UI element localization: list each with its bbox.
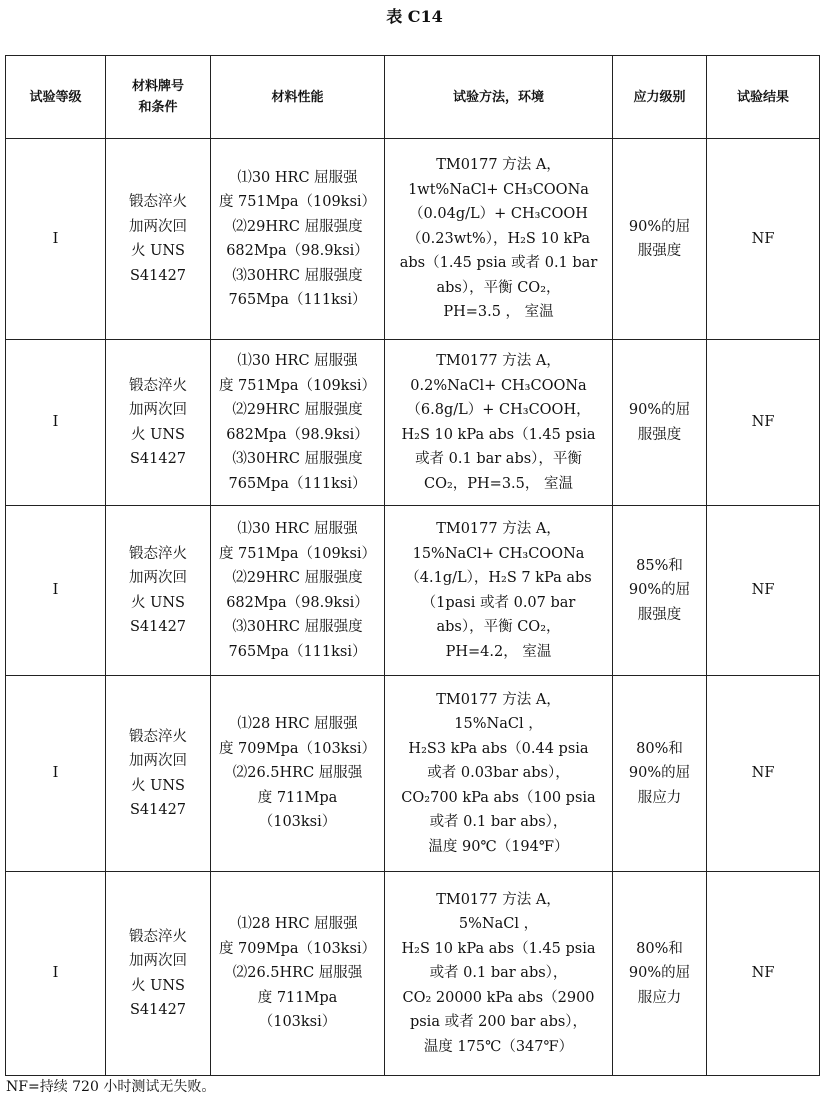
cell-text-line: ⑵29HRC 屈服强度 xyxy=(232,218,363,235)
cell-text-line: 85%和 xyxy=(636,557,683,574)
cell-text-line: S41427 xyxy=(129,802,187,818)
cell-text-line: abs（1.45 psia 或者 0.1 bar xyxy=(399,255,598,272)
cell-grade: I xyxy=(6,506,106,676)
cell-text-line: 试验等级 xyxy=(29,89,82,105)
cell-text-line: ⑵29HRC 屈服强度 xyxy=(232,402,363,418)
cell-text-line: 服强度 xyxy=(637,243,682,259)
cell-text-line: 材料牌号 xyxy=(131,79,184,94)
cell-text-line: CO₂ 20000 kPa abs（2900 xyxy=(402,989,595,1006)
cell-text-line: 加两次回 xyxy=(129,402,187,418)
cell-method xyxy=(385,139,613,340)
cell-result: NF xyxy=(707,506,820,676)
cell-text-line: 火 UNS xyxy=(131,777,185,794)
cell-text-line: S41427 xyxy=(129,267,187,284)
cell-text-line: TM0177 方法 A， xyxy=(436,691,561,708)
cell-text-line: 服应力 xyxy=(637,989,682,1006)
header-material-grade-condition xyxy=(106,56,211,139)
cell-text-line: psia 或者 200 bar abs）， xyxy=(409,1014,588,1031)
cell-text-line: ⑶30HRC 屈服强度 xyxy=(232,267,363,284)
cell-text-line: 度 751Mpa（109ksi） xyxy=(218,545,377,562)
cell-properties xyxy=(211,872,385,1076)
cell-text-line: 度 711Mpa xyxy=(257,989,338,1006)
cell-text-line: ⑴30 HRC 屈服强 xyxy=(237,521,358,537)
cell-properties xyxy=(211,676,385,872)
cell-text-line: ⑴30 HRC 屈服强 xyxy=(237,169,358,186)
cell-text-line: 试验方法，环境 xyxy=(452,89,544,105)
cell-grade: I xyxy=(6,872,106,1076)
cell-text-line: H₂S3 kPa abs（0.44 psia xyxy=(408,740,589,757)
header-test-grade xyxy=(6,56,106,139)
cell-stress xyxy=(613,506,707,676)
cell-text-line: 度 751Mpa（109ksi） xyxy=(218,377,377,394)
cell-text-line: 或者 0.1 bar abs），平衡 xyxy=(415,451,582,467)
cell-text-line: （4.1g/L），H₂S 7 kPa abs xyxy=(405,570,592,586)
cell-result: NF xyxy=(707,340,820,506)
cell-text-line: （103ksi） xyxy=(258,814,337,831)
cell-result: NF xyxy=(707,872,820,1076)
cell-text-line: ⑵26.5HRC 屈服强 xyxy=(232,965,363,982)
cell-text-line: 锻态淬火 xyxy=(129,545,187,562)
cell-text-line: 锻态淬火 xyxy=(129,377,187,394)
cell-text-line: （0.04g/L）+ CH₃COOH xyxy=(409,206,588,223)
cell-text-line: 90%的屈 xyxy=(628,765,691,782)
cell-text-line: 锻态淬火 xyxy=(129,728,187,745)
cell-text-line: S41427 xyxy=(129,1002,187,1018)
header-test-result xyxy=(707,56,820,139)
cell-text-line: 度 711Mpa xyxy=(257,789,338,806)
cell-method xyxy=(385,676,613,872)
cell-text-line: ⑶30HRC 屈服强度 xyxy=(232,451,363,467)
cell-text-line: 682Mpa（98.9ksi） xyxy=(226,426,369,443)
cell-text-line: 或者 0.1 bar abs）， xyxy=(429,965,568,982)
cell-text-line: 682Mpa（98.9ksi） xyxy=(226,594,369,611)
cell-text-line: 90%的屈 xyxy=(628,218,691,235)
cell-text-line: 80%和 xyxy=(636,940,683,957)
cell-text-line: 材料性能 xyxy=(271,89,324,105)
cell-text-line: 加两次回 xyxy=(129,953,187,969)
cell-text-line: 1wt%NaCl+ CH₃COONa xyxy=(408,181,589,198)
cell-grade: I xyxy=(6,340,106,506)
cell-text-line: 0.2%NaCl+ CH₃COONa xyxy=(410,377,587,394)
cell-text-line: 服应力 xyxy=(637,789,682,806)
cell-text-line: TM0177 方法 A， xyxy=(436,521,561,537)
cell-material xyxy=(106,506,211,676)
cell-properties xyxy=(211,340,385,506)
cell-text-line: S41427 xyxy=(129,451,187,467)
cell-text-line: TM0177 方法 A， xyxy=(436,353,561,369)
cell-text-line: 试验结果 xyxy=(736,89,789,105)
table-row xyxy=(6,872,820,1076)
footnote: NF=持续 720 小时测试无失败。 xyxy=(6,1079,216,1095)
cell-text-line: abs），平衡 CO₂， xyxy=(436,279,561,296)
cell-text-line: 服强度 xyxy=(637,606,682,623)
cell-text-line: 火 UNS xyxy=(131,594,185,611)
cell-method xyxy=(385,506,613,676)
cell-text-line: ⑴28 HRC 屈服强 xyxy=(237,716,358,733)
cell-text-line: ⑶30HRC 屈服强度 xyxy=(232,619,363,635)
cell-text-line: 应力级别 xyxy=(633,89,686,105)
cell-text-line: ⑴28 HRC 屈服强 xyxy=(237,916,358,933)
cell-text-line: 度 751Mpa（109ksi） xyxy=(218,194,377,210)
cell-text-line: 90%的屈 xyxy=(628,402,691,418)
cell-text-line: 或者 0.1 bar abs）， xyxy=(429,814,568,831)
header-stress-level xyxy=(613,56,707,139)
cell-material xyxy=(106,872,211,1076)
cell-text-line: 度 709Mpa（103ksi） xyxy=(218,740,377,757)
cell-text-line: ⑵29HRC 屈服强度 xyxy=(232,570,363,586)
cell-text-line: 火 UNS xyxy=(131,243,185,259)
cell-text-line: （6.8g/L）+ CH₃COOH， xyxy=(406,402,591,418)
cell-text-line: 和条件 xyxy=(138,100,178,115)
cell-properties xyxy=(211,506,385,676)
cell-text-line: 15%NaCl+ CH₃COONa xyxy=(412,545,585,562)
table-row xyxy=(6,676,820,872)
cell-text-line: PH=3.5 ， 室温 xyxy=(443,304,554,321)
cell-text-line: 682Mpa（98.9ksi） xyxy=(226,243,369,259)
cell-text-line: H₂S 10 kPa abs（1.45 psia xyxy=(401,940,596,957)
table-title: 表 C14 xyxy=(386,7,443,26)
cell-text-line: TM0177 方法 A， xyxy=(436,891,561,908)
cell-text-line: 765Mpa（111ksi） xyxy=(228,475,367,492)
cell-text-line: CO₂700 kPa abs（100 psia xyxy=(401,789,596,806)
cell-material xyxy=(106,139,211,340)
cell-text-line: （0.23wt%），H₂S 10 kPa xyxy=(406,230,591,247)
cell-result: NF xyxy=(707,139,820,340)
cell-text-line: PH=4.2， 室温 xyxy=(445,643,552,660)
cell-text-line: 90%的屈 xyxy=(628,965,691,982)
cell-text-line: ⑵26.5HRC 屈服强 xyxy=(232,765,363,782)
header-material-properties xyxy=(211,56,385,139)
cell-text-line: 90%的屈 xyxy=(628,582,691,599)
cell-material xyxy=(106,340,211,506)
cell-text-line: H₂S 10 kPa abs（1.45 psia xyxy=(401,426,596,443)
cell-stress xyxy=(613,676,707,872)
cell-text-line: CO₂，PH=3.5， 室温 xyxy=(423,475,573,492)
cell-text-line: 加两次回 xyxy=(129,218,187,235)
cell-grade: I xyxy=(6,139,106,340)
cell-text-line: 765Mpa（111ksi） xyxy=(228,643,367,660)
cell-text-line: 温度 90℃（194℉） xyxy=(428,838,569,855)
cell-text-line: 火 UNS xyxy=(131,426,185,443)
table-row xyxy=(6,340,820,506)
cell-properties xyxy=(211,139,385,340)
cell-text-line: 5%NaCl ， xyxy=(458,916,539,933)
cell-text-line: TM0177 方法 A， xyxy=(436,157,561,174)
test-results-table xyxy=(5,55,820,1076)
table-header-row xyxy=(6,56,820,139)
cell-text-line: 温度 175℃（347℉） xyxy=(423,1038,574,1055)
cell-text-line: 80%和 xyxy=(636,740,683,757)
cell-text-line: 服强度 xyxy=(637,426,682,443)
cell-text-line: 765Mpa（111ksi） xyxy=(228,292,367,308)
cell-text-line: ⑴30 HRC 屈服强 xyxy=(237,353,358,369)
cell-text-line: 火 UNS xyxy=(131,977,185,994)
table-row xyxy=(6,139,820,340)
cell-text-line: 加两次回 xyxy=(129,753,187,769)
cell-grade: I xyxy=(6,676,106,872)
cell-text-line: S41427 xyxy=(129,619,187,635)
cell-text-line: 锻态淬火 xyxy=(129,194,187,210)
cell-stress xyxy=(613,872,707,1076)
cell-material xyxy=(106,676,211,872)
cell-text-line: 加两次回 xyxy=(129,570,187,586)
cell-result: NF xyxy=(707,676,820,872)
header-test-method-environment xyxy=(385,56,613,139)
cell-stress xyxy=(613,139,707,340)
cell-text-line: 15%NaCl ， xyxy=(454,716,543,733)
cell-text-line: abs），平衡 CO₂， xyxy=(436,619,561,635)
cell-stress xyxy=(613,340,707,506)
table-row xyxy=(6,506,820,676)
cell-text-line: 或者 0.03bar abs）， xyxy=(427,765,570,782)
cell-text-line: （1pasi 或者 0.07 bar xyxy=(421,594,576,611)
cell-text-line: 度 709Mpa（103ksi） xyxy=(218,940,377,957)
cell-method xyxy=(385,340,613,506)
cell-method xyxy=(385,872,613,1076)
cell-text-line: （103ksi） xyxy=(258,1014,337,1031)
cell-text-line: 锻态淬火 xyxy=(129,928,187,945)
